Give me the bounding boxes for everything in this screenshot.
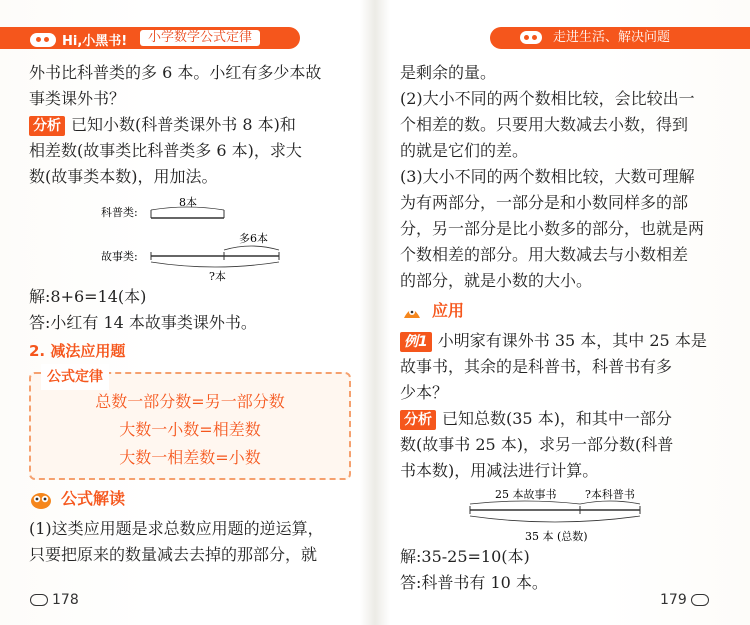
- page-number-right: 179: [660, 592, 709, 608]
- answer-line: 答:小红有 14 本故事类课外书。: [29, 313, 257, 332]
- section-title: 2. 减法应用题: [29, 342, 126, 360]
- analysis-badge: 分析: [29, 116, 65, 136]
- formula-line: 大数一小数=相差数: [119, 420, 261, 439]
- label-duo6ben: 多6本: [239, 232, 268, 245]
- right-page: [400, 60, 730, 596]
- book-title-tag: 小学数学公式定律: [140, 30, 260, 46]
- label-gushi: 故事类:: [101, 250, 138, 263]
- formula-box-title: 公式定律: [41, 364, 109, 390]
- example-line: 少本？: [400, 383, 449, 402]
- right-header-bar: [490, 27, 750, 49]
- formula-box: [29, 369, 351, 480]
- eyes-icon: [30, 594, 48, 606]
- analysis-line: 分析 已知小数(科普类课外书 8 本)和: [29, 112, 359, 138]
- text-line: 的就是它们的差。: [400, 141, 529, 160]
- question-line: 事类课外书？: [29, 89, 126, 108]
- interpretation-heading: [29, 486, 359, 512]
- example-line: 故事书，其余的是科普书，科普书有多: [400, 357, 673, 376]
- solution-line: 解:8+6=14(本): [29, 287, 147, 306]
- text-line: 个相差的数。只要用大数减去小数，得到: [400, 115, 689, 134]
- interpretation-title: 公式解读: [61, 489, 126, 508]
- label-8ben: 8本: [179, 196, 197, 209]
- line-segment-diagram: [29, 192, 359, 282]
- eyes-icon: [30, 33, 56, 47]
- formula-line: 大数一相差数=小数: [119, 448, 261, 467]
- analysis-line: 数(故事类本数)，用加法。: [29, 167, 218, 186]
- text-line: 为有两部分，一部分是和小数同样多的部: [400, 193, 689, 212]
- analysis-badge: 分析: [400, 410, 436, 430]
- subtraction-diagram: [400, 484, 730, 544]
- left-page: [29, 60, 359, 568]
- interpretation-line: (1)这类应用题是求总数应用题的逆运算，: [29, 519, 324, 538]
- text-line: (3)大小不同的两个数相比较，大数可理解: [400, 167, 695, 186]
- owl-mascot-icon: [29, 488, 53, 510]
- label-total: 35 本 (总数): [525, 530, 588, 543]
- eyes-icon: [520, 31, 542, 44]
- left-header-bar: [0, 27, 300, 49]
- text-line: 的部分，就是小数的大小。: [400, 271, 593, 290]
- analysis-line: 相差数(故事类比科普类多 6 本)，求大: [29, 141, 302, 160]
- brand-logo: [30, 30, 127, 49]
- page-number-left: 178: [30, 592, 79, 608]
- example-badge: 例1: [400, 332, 432, 352]
- text-line: (2)大小不同的两个数相比较，会比较出一: [400, 89, 695, 108]
- label-science: ?本科普书: [585, 488, 635, 501]
- answer-line: 答:科普书有 10 本。: [400, 573, 548, 592]
- example-line: 例1 小明家有课外书 35 本，其中 25 本是: [400, 328, 730, 354]
- label-kepu: 科普类:: [101, 206, 138, 219]
- solution-line: 解:35-25=10(本): [400, 547, 530, 566]
- text-line: 是剩余的量。: [400, 63, 497, 82]
- brand-text: Hi,小黑书!: [62, 34, 128, 49]
- apply-title: 应用: [432, 301, 465, 320]
- text-line: 分，另一部分是比小数多的部分，也就是两: [400, 219, 705, 238]
- eyes-icon: [691, 594, 709, 606]
- label-25-story: 25 本故事书: [495, 488, 557, 501]
- analysis-line: 数(故事书 25 本)，求另一部分数(科普: [400, 435, 674, 454]
- mascot-icon: [400, 300, 424, 322]
- formula-line: 总数一部分数=另一部分数: [95, 392, 285, 411]
- analysis-line: 分析 已知总数(35 本)，和其中一部分: [400, 406, 730, 432]
- text-line: 个数相差的部分。用大数减去与小数相差: [400, 245, 689, 264]
- label-question: ?本: [209, 270, 226, 282]
- chapter-title: 走进生活、解决问题: [553, 30, 671, 45]
- question-line: 外书比科普类的多 6 本。小红有多少本故: [29, 63, 322, 82]
- apply-heading: [400, 298, 730, 324]
- interpretation-line: 只要把原来的数量减去去掉的那部分，就: [29, 545, 318, 564]
- analysis-line: 书本数)，用减法进行计算。: [400, 461, 599, 480]
